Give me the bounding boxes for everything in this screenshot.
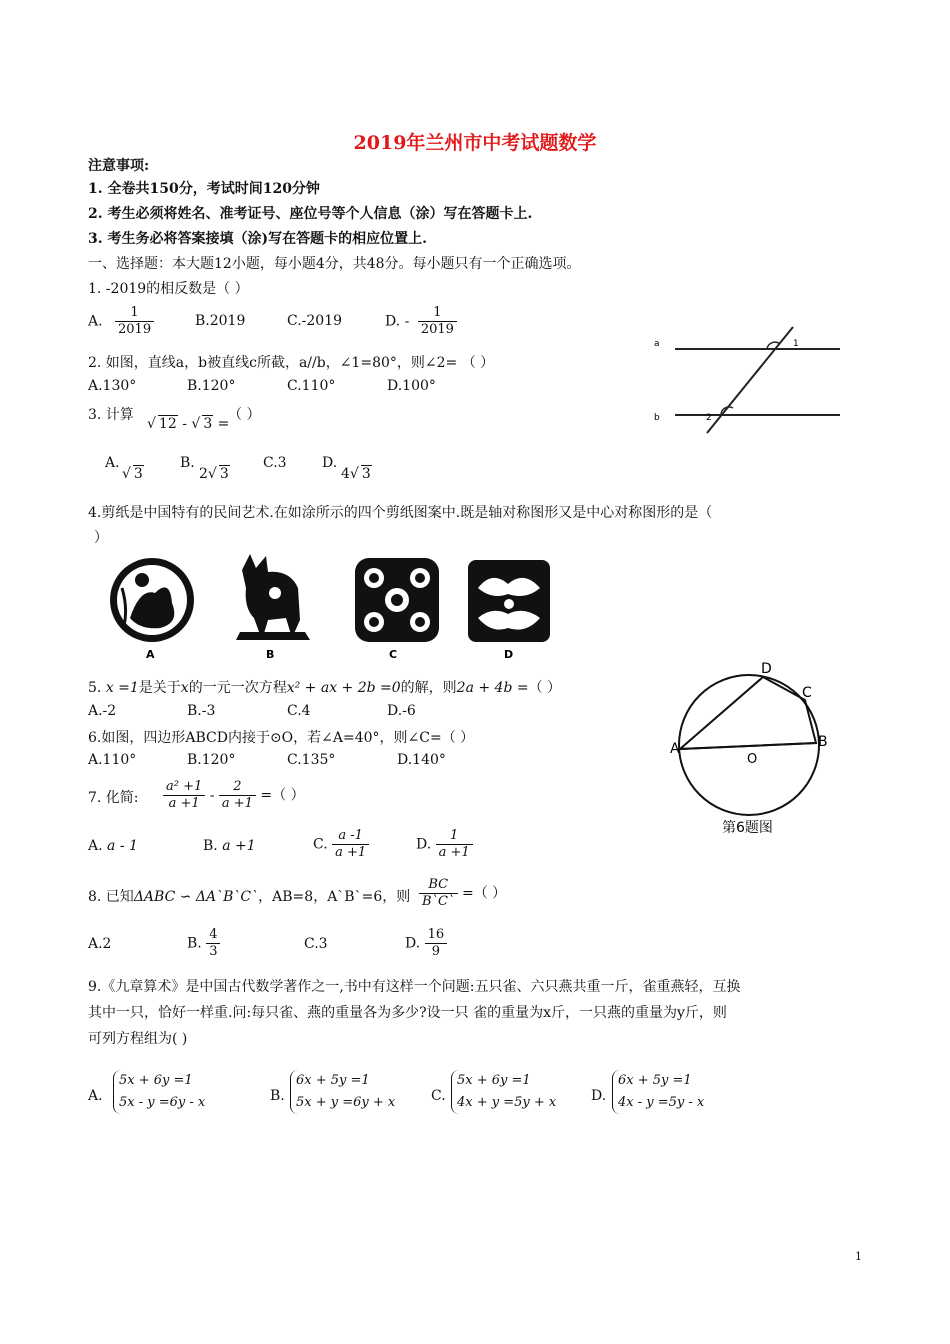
q4-label-b: B	[266, 648, 275, 661]
q8-d-num: 16	[425, 927, 448, 944]
q7-option-c	[313, 828, 369, 861]
q4-label-a: A	[146, 648, 155, 661]
q8-d-label: D.	[405, 935, 421, 952]
q2-option-a: A.130°	[88, 378, 137, 394]
q9-b-eq1: 6x + 5y =1	[296, 1073, 370, 1088]
q1-a-den: 2019	[118, 322, 152, 337]
q9-b-system	[290, 1070, 395, 1114]
sqrt-sign-icon: √	[191, 416, 201, 432]
q2-option-c: C.110°	[287, 378, 336, 394]
q7-c-label: C.	[313, 836, 328, 853]
q7-option-a	[88, 838, 138, 854]
notice-item-3: 3. 考生务必将答案接填（涂)写在答题卡的相应位置上.	[88, 231, 427, 247]
q8-ratio	[419, 877, 506, 910]
q5-number: 5.	[88, 680, 102, 696]
q7-a-label: A.	[88, 838, 103, 854]
sqrt-sign-icon: √	[122, 466, 131, 482]
q3-option-d	[322, 455, 337, 471]
q7-option-d	[416, 828, 473, 861]
q9-a-eq2: 5x - y =6y - x	[119, 1095, 206, 1110]
q4-label-c: C	[389, 648, 398, 661]
q9-line-1: 9.《九章算术》是中国古代数学著作之一,书中有这样一个问题:五只雀、六只燕共重一斤，雀重燕轻，互换	[88, 979, 741, 995]
q5-stem	[88, 677, 561, 697]
q5-x: x	[180, 680, 189, 696]
q2-option-d: D.100°	[387, 378, 436, 394]
q1-option-c: C.-2019	[287, 313, 343, 329]
q3-d-label: D.	[322, 455, 338, 471]
q8-b-label: B.	[187, 935, 202, 952]
q7-d-num: 1	[436, 828, 473, 845]
q9-d-system	[612, 1070, 704, 1114]
q1-a-label: A.	[88, 313, 103, 330]
q5-equation: x² + ax + 2b =0	[286, 680, 401, 696]
page-number: 1	[855, 1250, 862, 1263]
q1-option-b: B.2019	[195, 313, 246, 329]
q8-f-num: BC	[419, 877, 458, 894]
q8-f-den: B`C`	[422, 894, 455, 909]
q2-label-1: 1	[793, 339, 799, 349]
q7-c-den: a +1	[335, 845, 367, 860]
q2-label-2: 2	[706, 413, 712, 423]
q9-c-label: C.	[431, 1088, 446, 1104]
section-heading: 一、选择题：本大题12小题，每小题4分，共48分。每小题只有一个正确选项。	[88, 256, 581, 272]
q3-b-value	[199, 465, 230, 482]
q8-option-a: A.2	[88, 936, 112, 952]
q3-equals: =	[213, 416, 230, 432]
q7-minus: -	[205, 787, 219, 804]
q2-option-b: B.120°	[187, 378, 236, 394]
q7-option-b	[203, 838, 256, 854]
q7-b-label: B.	[203, 838, 218, 854]
q7-f2-den: a +1	[221, 796, 253, 811]
q7-fraction-2	[219, 779, 256, 812]
q1-d-label: D. -	[385, 313, 410, 330]
q3-expression	[147, 415, 229, 432]
q7-d-fraction	[436, 828, 473, 861]
q3-minus: -	[177, 416, 192, 432]
q3-d-value	[341, 465, 372, 482]
q1-d-fraction	[418, 305, 457, 338]
q9-c-eq2: 4x + y =5y + x	[457, 1095, 557, 1110]
q1-d-den: 2019	[420, 322, 454, 337]
q8-equals: =	[457, 885, 474, 902]
q7-c-num: a -1	[332, 828, 369, 845]
q2-label-a: a	[654, 339, 660, 349]
sqrt-sign-icon: √	[207, 466, 217, 482]
q3-b-rad: 3	[219, 466, 229, 482]
q9-a-system	[113, 1070, 205, 1114]
q7-f2-num: 2	[219, 779, 256, 796]
q5-target: 2a + 4b =	[456, 680, 529, 696]
q3-a-value	[122, 465, 144, 482]
q9-a-eq1: 5x + 6y =1	[119, 1073, 193, 1088]
q8-b-num: 4	[206, 927, 220, 944]
q3-option-b	[180, 455, 195, 471]
q3-d-coef: 4	[341, 466, 350, 482]
q5-text-1: 是关于	[138, 680, 181, 696]
q8-paren: （ ）	[473, 885, 507, 902]
q7-equals: =	[255, 787, 273, 804]
notice-item-2: 2. 考生必须将姓名、准考证号、座位号等个人信息（涂）写在答题卡上.	[88, 206, 533, 222]
q9-option-c	[451, 1070, 556, 1114]
q9-b-eq2: 5x + y =6y + x	[296, 1095, 396, 1110]
q3-b-coef: 2	[199, 466, 208, 482]
q9-d-eq1: 6x + 5y =1	[618, 1073, 692, 1088]
q7-paren: （ ）	[272, 787, 305, 804]
q3-stem-text: 3. 计算	[88, 407, 134, 423]
q7-c-fraction	[332, 828, 369, 861]
papercut-d-icon	[468, 560, 550, 642]
q3-a-rad: 3	[133, 466, 143, 482]
q6-option-d: D.140°	[397, 752, 446, 768]
q3-option-a	[105, 455, 120, 471]
q9-c-eq1: 5x + 6y =1	[457, 1073, 531, 1088]
q9-a-label: A.	[88, 1088, 103, 1104]
q8-text: ，AB=8，A`B`=6，则	[258, 889, 411, 905]
q2-line-c	[707, 327, 793, 433]
q1-d-num: 1	[418, 305, 457, 322]
q9-c-system	[451, 1070, 556, 1114]
q8-option-b	[187, 927, 220, 960]
q7-a-expr: a - 1	[107, 838, 138, 854]
q8-similar: ΔABC ∽ ΔA`B`C`	[133, 889, 259, 905]
q3-radicand-left: 12	[158, 416, 177, 432]
q8-option-c: C.3	[304, 936, 328, 952]
q3-d-rad: 3	[361, 466, 371, 482]
q6-option-a: A.110°	[88, 752, 137, 768]
q4-stem-end: ）	[94, 530, 108, 546]
q7-fraction-1	[163, 779, 205, 812]
q8-stem	[88, 886, 410, 906]
q7-f1-num: a² +1	[163, 779, 205, 796]
q8-option-d	[405, 927, 447, 960]
q1-a-num: 1	[115, 305, 154, 322]
q3-paren: （ ）	[228, 407, 261, 423]
q9-option-a	[113, 1070, 205, 1114]
q6-figure	[665, 655, 845, 845]
q4-label-d: D	[504, 648, 514, 661]
q3-radicand-right: 3	[203, 416, 213, 432]
q7-d-den: a +1	[438, 845, 470, 860]
papercut-c-icon	[355, 558, 439, 642]
q5-paren: （ ）	[528, 680, 562, 696]
notice-item-1: 1. 全卷共150分，考试时间120分钟	[88, 181, 320, 197]
sqrt-sign-icon: √	[147, 416, 156, 432]
q8-d-den: 9	[431, 944, 441, 959]
q2-label-b: b	[654, 413, 660, 423]
q8-b-fraction	[206, 927, 220, 960]
q2-figure	[645, 325, 850, 445]
q9-d-label: D.	[591, 1088, 607, 1104]
q9-option-b	[290, 1070, 395, 1114]
page-title: 2019年兰州市中考试题数学	[353, 132, 597, 154]
q8-d-fraction	[425, 927, 448, 960]
q9-b-label: B.	[270, 1088, 285, 1104]
q4-papercut-images	[100, 548, 560, 663]
q5-option-b: B.-3	[187, 703, 216, 719]
q5-text-2: 的一元一次方程	[188, 680, 287, 696]
q7-expression	[163, 779, 305, 812]
q2-stem: 2. 如图，直线a，b被直线c所截，a//b，∠1=80°，则∠2= （ ）	[88, 355, 495, 371]
q6-option-b: B.120°	[187, 752, 236, 768]
q5-option-c: C.4	[287, 703, 311, 719]
q1-stem: 1. -2019的相反数是（ ）	[88, 281, 249, 297]
q6-label-c: C	[802, 685, 812, 701]
q3-option-c: C.3	[263, 455, 287, 471]
notice-heading: 注意事项:	[88, 158, 150, 174]
q7-b-expr: a +1	[222, 838, 256, 854]
q6-stem: 6.如图，四边形ABCD内接于⊙O，若∠A=40°，则∠C=（ ）	[88, 730, 475, 746]
q7-d-label: D.	[416, 836, 432, 853]
q7-f1-den: a +1	[168, 796, 200, 811]
q8-b-den: 3	[209, 944, 218, 959]
q5-text-3: 的解，则	[400, 680, 457, 696]
q1-option-d	[385, 305, 457, 338]
papercut-b-icon	[236, 554, 310, 640]
q4-stem: 4.剪纸是中国特有的民间艺术.在如涂所示的四个剪纸图案中.既是轴对称图形又是中心对称图形的是（	[88, 505, 713, 521]
q3-b-label: B.	[180, 455, 195, 471]
q1-option-a	[88, 305, 154, 338]
sqrt-sign-icon: √	[349, 466, 359, 482]
q6-label-b: B	[818, 734, 828, 750]
q5-option-a: A.-2	[88, 703, 117, 719]
q6-diameter	[680, 743, 816, 749]
q3-stem	[88, 404, 134, 424]
q8-fraction	[419, 877, 458, 910]
q6-label-d: D	[761, 661, 772, 677]
q8-number: 8. 已知	[88, 889, 134, 905]
q9-line-3: 可列方程组为( )	[88, 1031, 188, 1047]
q9-line-2: 其中一只，恰好一样重.问:每只雀、燕的重量各为多少?设一只 雀的重量为x斤，一只燕的重量为y斤，则	[88, 1005, 727, 1021]
q7-stem: 7. 化简:	[88, 790, 139, 806]
q5-option-d: D.-6	[387, 703, 416, 719]
q6-option-c: C.135°	[287, 752, 336, 768]
q6-quadrilateral	[680, 677, 816, 749]
q3-a-label: A.	[105, 455, 120, 471]
q9-d-eq2: 4x - y =5y - x	[618, 1095, 705, 1110]
q6-label-a: A	[670, 741, 680, 757]
q9-option-d	[612, 1070, 704, 1114]
papercut-a-icon	[110, 558, 194, 642]
q5-x-equals: x =1	[105, 680, 139, 696]
q1-a-fraction	[115, 305, 154, 338]
q6-caption: 第6题图	[722, 820, 773, 836]
q6-label-o: O	[747, 752, 758, 767]
